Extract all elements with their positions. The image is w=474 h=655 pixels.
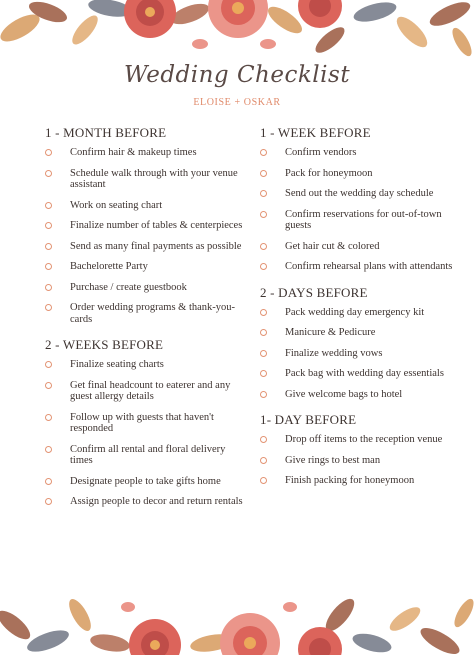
section-1-day-before — [260, 412, 460, 487]
checklist-item[interactable] — [260, 368, 460, 380]
circle-outline-icon — [45, 498, 52, 505]
item-label: Drop off items to the reception venue — [285, 434, 443, 445]
item-label: Work on seating chart — [70, 199, 163, 211]
item-label: Confirm hair & makeup times — [70, 147, 197, 158]
circle-outline-icon — [45, 284, 52, 291]
item-label: Pack wedding day emergency kit — [285, 306, 425, 318]
item-label: Pack for honeymoon — [285, 167, 373, 179]
checklist-item[interactable] — [45, 444, 245, 467]
circle-outline-icon — [45, 382, 52, 389]
circle-outline-icon — [260, 370, 267, 377]
circle-outline-icon — [260, 243, 267, 250]
section-2-days-before — [260, 285, 460, 401]
item-label: Send as many final payments as possible — [70, 240, 242, 252]
circle-outline-icon — [260, 457, 267, 464]
circle-outline-icon — [260, 350, 267, 357]
section-title: 2 - WEEKS BEFORE — [45, 337, 164, 352]
checklist-item[interactable] — [260, 389, 460, 401]
item-label: Finalize seating charts — [70, 359, 164, 370]
floral-border-top-icon — [0, 0, 474, 62]
checklist-item[interactable] — [260, 307, 460, 319]
item-label: Give rings to best man — [285, 454, 381, 466]
item-label: Get final headcount to eaterer and any guest allergy details — [70, 379, 231, 402]
item-label: Bachelorette Party — [70, 261, 148, 272]
circle-outline-icon — [260, 391, 267, 398]
item-label: Order wedding programs & thank-you-cards — [70, 302, 236, 325]
item-label: Confirm rehearsal plans with attendants — [285, 261, 453, 272]
section-title: 2 - DAYS BEFORE — [260, 284, 368, 300]
circle-outline-icon — [45, 361, 52, 368]
item-label: Confirm all rental and floral delivery times — [70, 443, 226, 466]
right-column — [260, 125, 460, 499]
item-label: Follow up with guests that haven't responded — [70, 411, 214, 434]
checklist-item[interactable] — [260, 455, 460, 467]
circle-outline-icon — [260, 170, 267, 177]
section-title: 1 - MONTH BEFORE — [45, 125, 167, 140]
item-label: Finish packing for honeymoon — [285, 475, 415, 486]
checklist-item[interactable] — [260, 147, 460, 159]
circle-outline-icon — [45, 202, 52, 209]
section-1-month-before — [45, 125, 245, 325]
circle-outline-icon — [45, 478, 52, 485]
checklist-item[interactable] — [45, 496, 245, 508]
item-label: Purchase / create guestbook — [70, 281, 187, 293]
checklist-item[interactable] — [45, 200, 245, 212]
checklist-item[interactable] — [45, 261, 245, 273]
item-label: Get hair cut & colored — [285, 240, 380, 252]
circle-outline-icon — [260, 436, 267, 443]
page-title: Wedding Checklist — [123, 62, 351, 88]
circle-outline-icon — [45, 222, 52, 229]
circle-outline-icon — [45, 243, 52, 250]
checklist-item[interactable] — [260, 209, 460, 232]
item-label: Designate people to take gifts home — [70, 475, 221, 487]
item-label: Assign people to decor and return rentals — [70, 496, 243, 507]
circle-outline-icon — [260, 211, 267, 218]
couple-names: ELOISE + OSKAR — [193, 97, 281, 108]
circle-outline-icon — [45, 304, 52, 311]
checklist-item[interactable] — [45, 282, 245, 294]
section-title: 1- DAY BEFORE — [260, 412, 357, 427]
circle-outline-icon — [45, 149, 52, 156]
checklist-item[interactable] — [260, 475, 460, 487]
checklist-item[interactable] — [260, 348, 460, 360]
item-label: Schedule walk through with your venue assistant — [70, 167, 238, 190]
circle-outline-icon — [45, 414, 52, 421]
checklist-item[interactable] — [45, 359, 245, 371]
section-2-weeks-before — [45, 337, 245, 508]
circle-outline-icon — [260, 329, 267, 336]
circle-outline-icon — [45, 170, 52, 177]
left-column — [45, 125, 245, 520]
checklist-item[interactable] — [45, 168, 245, 191]
checklist-item[interactable] — [260, 327, 460, 339]
item-label: Send out the wedding day schedule — [285, 188, 434, 199]
circle-outline-icon — [260, 190, 267, 197]
checklist-item[interactable] — [45, 220, 245, 232]
item-label: Confirm reservations for out-of-town guests — [285, 208, 442, 231]
section-1-week-before — [260, 125, 460, 273]
checklist-item[interactable] — [260, 434, 460, 446]
item-label: Give welcome bags to hotel — [285, 388, 403, 400]
checklist-item[interactable] — [45, 241, 245, 253]
section-title: 1 - WEEK BEFORE — [260, 125, 371, 140]
floral-border-bottom-icon — [0, 585, 474, 655]
checklist-item[interactable] — [260, 241, 460, 253]
circle-outline-icon — [45, 263, 52, 270]
item-label: Manicure & Pedicure — [285, 327, 376, 338]
circle-outline-icon — [260, 477, 267, 484]
circle-outline-icon — [45, 446, 52, 453]
circle-outline-icon — [260, 263, 267, 270]
checklist-item[interactable] — [45, 147, 245, 159]
checklist-item[interactable] — [45, 412, 245, 435]
item-label: Finalize wedding vows — [285, 347, 383, 359]
item-label: Confirm vendors — [285, 147, 357, 158]
item-label: Finalize number of tables & centerpieces — [70, 220, 243, 231]
checklist-item[interactable] — [260, 261, 460, 273]
circle-outline-icon — [260, 309, 267, 316]
checklist-item[interactable] — [45, 476, 245, 488]
item-label: Pack bag with wedding day essentials — [285, 368, 444, 379]
checklist-item[interactable] — [45, 380, 245, 403]
checklist-item[interactable] — [260, 168, 460, 180]
checklist-item[interactable] — [260, 188, 460, 200]
checklist-item[interactable] — [45, 302, 245, 325]
circle-outline-icon — [260, 149, 267, 156]
